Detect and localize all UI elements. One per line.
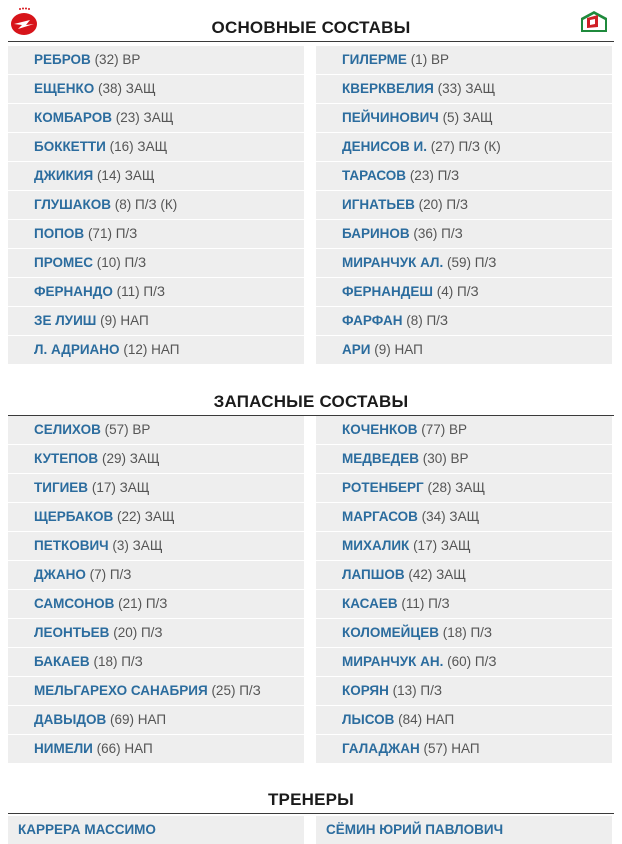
player-name-link[interactable]: ГИЛЕРМЕ [342,52,407,67]
coach-name[interactable]: СЁМИН ЮРИЙ ПАВЛОВИЧ [326,822,504,837]
player-row[interactable] [316,307,612,336]
player-row[interactable] [8,307,304,336]
player-name-link[interactable]: ПОПОВ [34,226,85,241]
player-number-position: (84) НАП [398,712,455,727]
player-name-link[interactable]: ГЛУШАКОВ [34,197,111,212]
player-number-position: (25) П/З [211,683,261,698]
player-row[interactable] [8,249,304,278]
player-name-link[interactable]: ДАВЫДОВ [34,712,107,727]
spartak-logo[interactable] [8,6,40,38]
coaches-title: ТРЕНЕРЫ [267,790,355,809]
away-starting-list [316,46,612,365]
player-number-position: (13) П/З [392,683,443,698]
player-row[interactable] [8,75,304,104]
player-number-position: (5) ЗАЩ [442,110,493,125]
player-number-position: (20) П/З [418,197,469,212]
player-row[interactable] [316,162,612,191]
player-row[interactable] [316,278,612,307]
player-number-position: (4) П/З [436,284,479,299]
player-number-position: (9) НАП [374,342,423,357]
player-name-link[interactable]: СЕЛИХОВ [34,422,101,437]
player-number-position: (18) П/З [442,625,493,640]
player-name-link[interactable]: ЛАПШОВ [342,567,405,582]
player-row[interactable] [8,503,304,532]
player-row[interactable] [316,336,612,365]
player-row[interactable] [8,561,304,590]
player-number-position: (28) ЗАЩ [427,480,486,495]
player-number-position: (7) П/З [89,567,132,582]
player-number-position: (57) ВР [104,422,151,437]
player-name-link[interactable]: ГАЛАДЖАН [342,741,420,756]
player-row[interactable] [316,590,612,619]
player-name-link[interactable]: ФЕРНАНДО [34,284,113,299]
player-name-link[interactable]: ДЖИКИЯ [34,168,94,183]
player-number-position: (57) НАП [423,741,480,756]
player-name-link[interactable]: Л. АДРИАНО [34,342,120,357]
player-row[interactable] [8,336,304,365]
section-divider [8,41,614,42]
player-name-link[interactable]: ПЕЙЧИНОВИЧ [342,110,439,125]
player-row[interactable] [8,278,304,307]
player-row[interactable] [316,735,612,764]
player-name-link[interactable]: ПЕТКОВИЧ [34,538,109,553]
player-name-link[interactable]: НИМЕЛИ [34,741,93,756]
player-number-position: (30) ВР [422,451,469,466]
player-number-position: (21) П/З [118,596,168,611]
player-row[interactable] [8,648,304,677]
player-number-position: (17) ЗАЩ [413,538,471,553]
player-row[interactable] [316,75,612,104]
player-row[interactable] [8,735,304,764]
player-row[interactable] [8,416,304,445]
section-divider [8,813,614,814]
player-number-position: (77) ВР [421,422,468,437]
substitutes-header [0,382,622,416]
player-number-position: (42) ЗАЩ [408,567,466,582]
player-row[interactable] [316,532,612,561]
player-number-position: (27) П/З (К) [430,139,501,154]
player-name-link[interactable]: РОТЕНБЕРГ [342,480,424,495]
away-substitutes-list [316,416,612,764]
player-name-link[interactable]: ЛЫСОВ [342,712,395,727]
player-row[interactable] [316,561,612,590]
player-row[interactable] [316,619,612,648]
player-number-position: (14) ЗАЩ [96,168,155,183]
player-row[interactable] [316,416,612,445]
home-coach [8,816,304,844]
player-name-link[interactable]: ФЕРНАНДЕШ [342,284,433,299]
lokomotiv-logo[interactable] [578,6,610,38]
player-row[interactable] [8,220,304,249]
player-name-link[interactable]: БАКАЕВ [34,654,90,669]
player-row[interactable] [316,46,612,75]
player-row[interactable] [316,220,612,249]
player-name-link[interactable]: ЛЕОНТЬЕВ [34,625,110,640]
player-name-link[interactable]: ФАРФАН [342,313,403,328]
player-number-position: (20) П/З [113,625,163,640]
player-row[interactable] [316,503,612,532]
player-name-link[interactable]: КОРЯН [342,683,389,698]
player-name-link[interactable]: КОЧЕНКОВ [342,422,418,437]
player-number-position: (12) НАП [123,342,180,357]
player-name-link[interactable]: МИХАЛИК [342,538,410,553]
substitutes-title: ЗАПАСНЫЕ СОСТАВЫ [213,392,409,411]
player-number-position: (18) П/З [93,654,143,669]
player-number-position: (8) П/З (К) [114,197,178,212]
player-number-position: (34) ЗАЩ [421,509,480,524]
player-name-link[interactable]: МАРГАСОВ [342,509,418,524]
player-number-position: (59) П/З [447,255,497,270]
player-name-link[interactable]: ЩЕРБАКОВ [34,509,114,524]
player-row[interactable] [316,104,612,133]
player-number-position: (38) ЗАЩ [98,81,156,96]
player-name-link[interactable]: ДЕНИСОВ И. [342,139,427,154]
player-name-link[interactable]: КВЕРКВЕЛИЯ [342,81,434,96]
player-number-position: (17) ЗАЩ [91,480,150,495]
player-number-position: (60) П/З [447,654,497,669]
coach-name[interactable]: КАРРЕРА МАССИМО [18,822,156,837]
player-name-link[interactable]: КОЛОМЕЙЦЕВ [342,625,439,640]
player-row[interactable] [316,191,612,220]
player-row[interactable] [8,677,304,706]
player-row[interactable] [8,104,304,133]
player-row[interactable] [8,532,304,561]
player-number-position: (9) НАП [100,313,149,328]
player-number-position: (1) ВР [410,52,449,67]
player-name-link[interactable]: ИГНАТЬЕВ [342,197,415,212]
player-row[interactable] [316,474,612,503]
player-number-position: (23) ЗАЩ [115,110,174,125]
player-number-position: (36) П/З [413,226,463,241]
player-row[interactable] [8,46,304,75]
player-name-link[interactable]: МИРАНЧУК АЛ. [342,255,444,270]
player-row[interactable] [8,162,304,191]
player-name-link[interactable]: ТАРАСОВ [342,168,407,183]
player-number-position: (8) П/З [406,313,449,328]
starting-lineups-title: ОСНОВНЫЕ СОСТАВЫ [211,18,411,37]
player-row[interactable] [8,590,304,619]
player-number-position: (29) ЗАЩ [101,451,160,466]
player-name-link[interactable]: ДЖАНО [34,567,86,582]
starting-lineups-header [0,8,622,42]
coach-row[interactable] [316,816,612,844]
player-name-link[interactable]: БАРИНОВ [342,226,410,241]
player-number-position: (69) НАП [109,712,167,727]
player-name-link[interactable]: ПРОМЕС [34,255,94,270]
player-name-link[interactable]: САМСОНОВ [34,596,115,611]
player-row[interactable] [316,648,612,677]
player-row[interactable] [8,133,304,162]
away-coach [316,816,612,844]
player-name-link[interactable]: ТИГИЕВ [34,480,89,495]
player-row[interactable] [316,706,612,735]
player-name-link[interactable]: ЗЕ ЛУИШ [34,313,97,328]
player-name-link[interactable]: РЕБРОВ [34,52,91,67]
home-starting-list [8,46,304,365]
player-number-position: (3) ЗАЩ [112,538,163,553]
player-name-link[interactable]: МЕЛЬГАРЕХО САНАБРИЯ [34,683,208,698]
player-row[interactable] [316,133,612,162]
player-number-position: (16) ЗАЩ [109,139,168,154]
player-row[interactable] [316,677,612,706]
player-name-link[interactable]: КАСАЕВ [342,596,398,611]
player-name-link[interactable]: АРИ [342,342,371,357]
player-number-position: (32) ВР [94,52,141,67]
player-number-position: (71) П/З [87,226,138,241]
player-row[interactable] [8,191,304,220]
player-name-link[interactable]: КУТЕПОВ [34,451,99,466]
player-row[interactable] [8,445,304,474]
player-row[interactable] [8,706,304,735]
player-row[interactable] [8,474,304,503]
player-number-position: (66) НАП [96,741,153,756]
player-number-position: (23) П/З [409,168,460,183]
player-name-link[interactable]: МЕДВЕДЕВ [342,451,419,466]
player-row[interactable] [8,619,304,648]
coaches-header [0,780,622,814]
player-number-position: (11) П/З [116,284,166,299]
player-number-position: (10) П/З [96,255,147,270]
player-name-link[interactable]: КОМБАРОВ [34,110,113,125]
player-row[interactable] [316,249,612,278]
player-number-position: (22) ЗАЩ [116,509,175,524]
player-name-link[interactable]: БОККЕТТИ [34,139,106,154]
player-name-link[interactable]: МИРАНЧУК АН. [342,654,444,669]
player-row[interactable] [316,445,612,474]
coach-row[interactable] [8,816,304,844]
home-substitutes-list [8,416,304,764]
player-name-link[interactable]: ЕЩЕНКО [34,81,95,96]
player-number-position: (33) ЗАЩ [437,81,496,96]
player-number-position: (11) П/З [401,596,450,611]
